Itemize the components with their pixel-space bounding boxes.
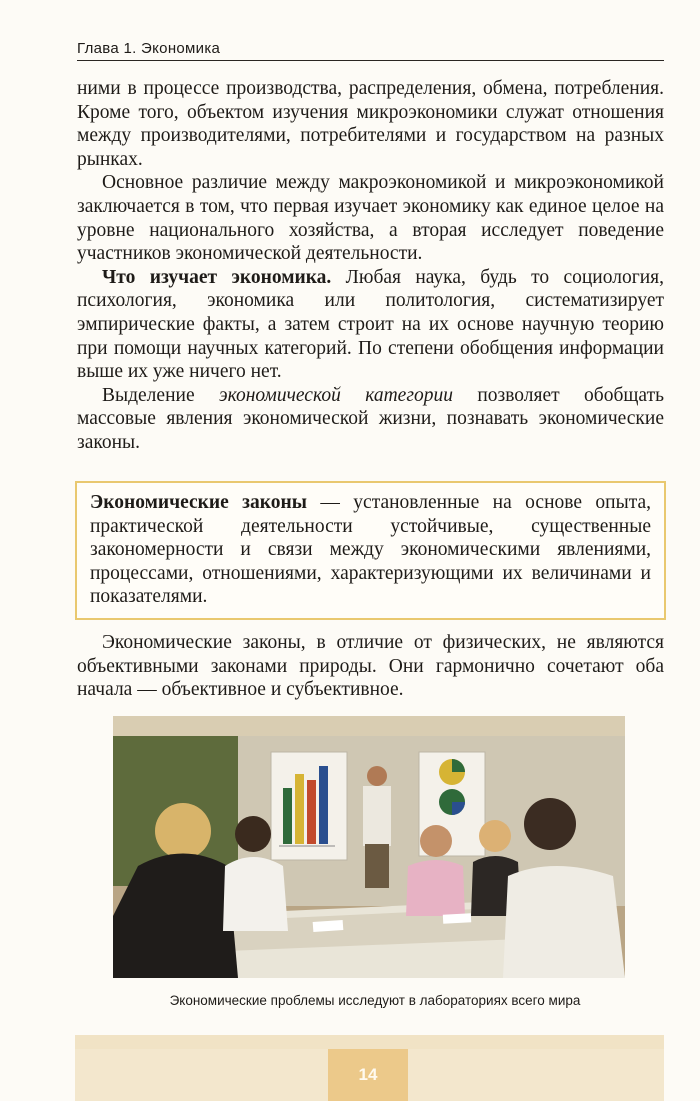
paragraph-3 [77, 266, 664, 384]
definition-term: Экономические законы [90, 492, 307, 513]
paragraph-5: Экономические законы, в отличие от физических, не являются объективными законами природы. Они гармонично сочетают оба начала — объективное и субъективное. [77, 632, 664, 701]
chapter-header: Глава 1. Экономика [77, 40, 664, 61]
main-text [77, 77, 664, 455]
footer-right-panel [408, 1049, 664, 1101]
paragraph-4-text: позволяет обобщать массовые явления экономической жизни, познавать экономические законы. [77, 384, 664, 453]
footer-band [75, 1035, 664, 1049]
paragraph-4 [77, 384, 664, 455]
definition-text: — установленные на основе опыта, практической деятельности устойчивые, существенные закономерности и связи между экономическими явлениями, процессами, отношениями, характеризующими их величинами и показателями. [90, 492, 651, 608]
section-heading: Что изучает экономика. [102, 266, 332, 288]
figure-caption: Экономические проблемы исследуют в лабораториях всего мира [169, 993, 581, 1008]
after-definition-text [77, 631, 664, 702]
page-number-box [328, 1049, 408, 1101]
paragraph-3-text: Любая наука, будь то социология, психология, экономика или политология, систематизирует эмпирические факты, а затем строит на их основе научную теорию при помощи научных категорий. По степени обобщения информации выше их уже ничего нет. [77, 266, 664, 383]
paragraph-4-start: Выделение [102, 384, 219, 406]
paragraph-1: ними в процессе производства, распределения, обмена, потребления. Кроме того, объектом изучения микроэкономики служат отношения между производителями, потребителями и государством на разных рынках. [77, 78, 664, 170]
meeting-photo [113, 716, 625, 978]
page-number: 14 [358, 1065, 378, 1084]
definition-box [75, 481, 666, 620]
footer-left-panel [75, 1049, 328, 1101]
paragraph-2: Основное различие между макроэкономикой и микроэкономикой заключается в том, что первая изучает экономику как единое целое на уровне национального хозяйства, а вторая исследует поведение участников экономической деятельности. [77, 172, 664, 265]
italic-term: экономической категории [218, 384, 453, 406]
